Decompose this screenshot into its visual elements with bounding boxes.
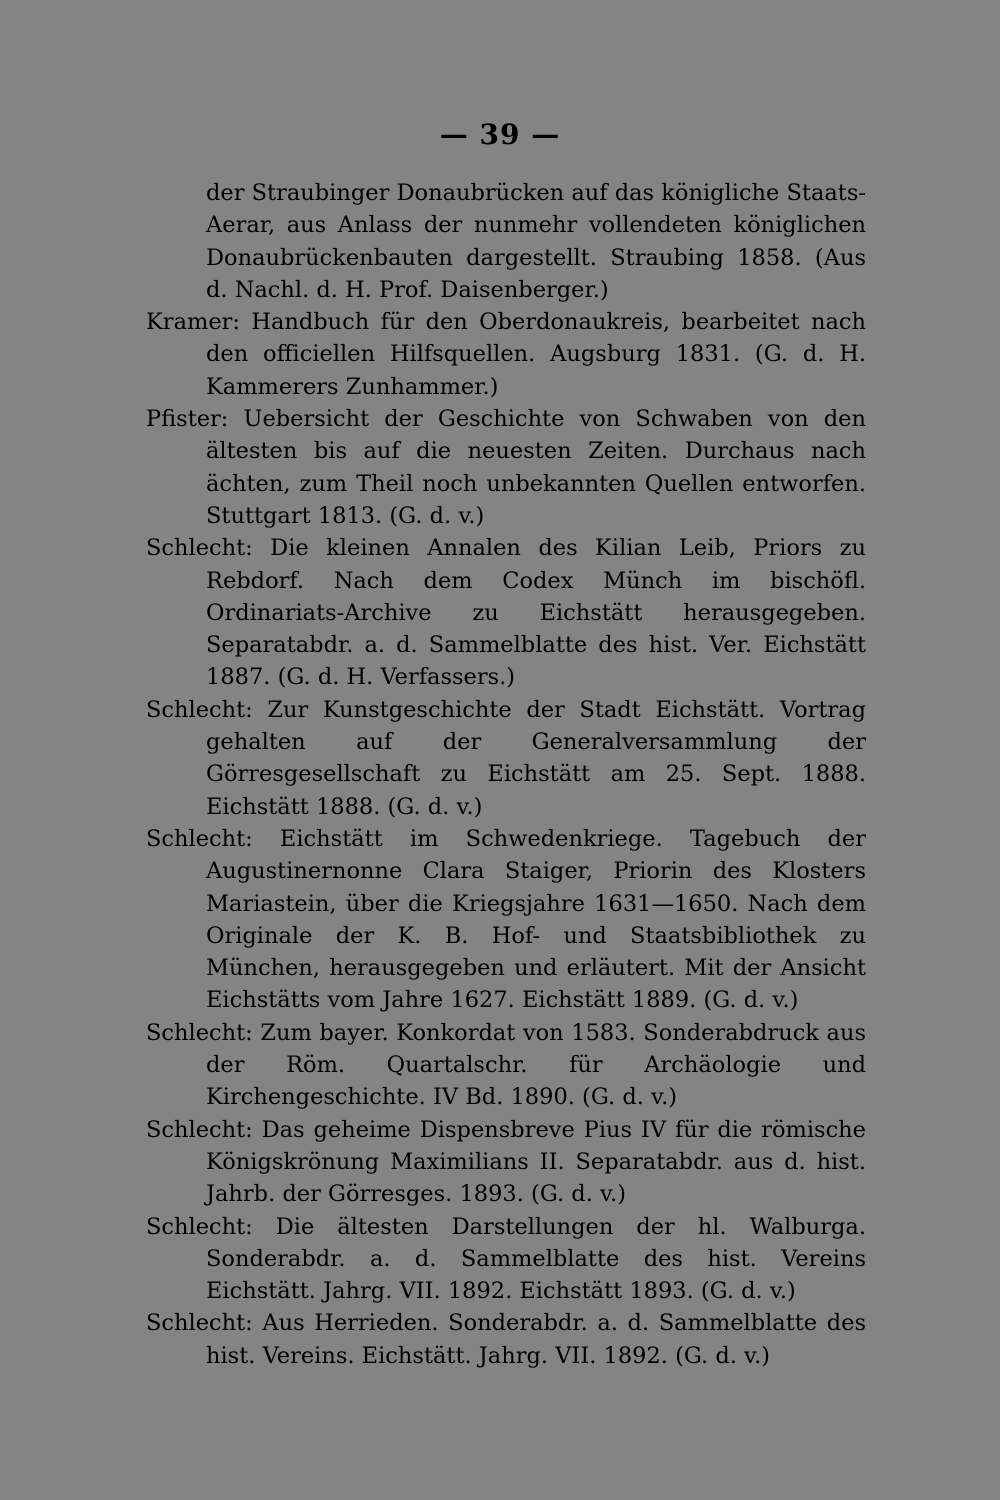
bibliography-entry: Schlecht: Aus Herrieden. Sonderabdr. a. d. Sammelblatte des hist. Vereins. Eichstätt. Jahrg. VII. 1892. (G. d. v.): [146, 1310, 866, 1369]
bibliography-entry: Schlecht: Zur Kunstgeschichte der Stadt Eichstätt. Vortrag gehalten auf der Generalversammlung der Görresgesellschaft zu Eichstätt am 25. Sept. 1888. Eichstätt 1888. (G. d. v.): [146, 696, 866, 820]
bibliography-entry: Schlecht: Eichstätt im Schwedenkriege. Tagebuch der Augustinernonne Clara Staiger, Priorin des Klosters Mariastein, über die Kriegsjahre 1631—1650. Nach dem Originale der K. B. Hof- und Staatsbibliothek zu München, herausgegeben und erläutert. Mit der Ansicht Eichstätts vom Jahre 1627. Eichstätt 1889. (G. d. v.): [146, 825, 866, 1014]
bibliography-entry: Schlecht: Das geheime Dispensbreve Pius IV für die römische Königskrönung Maximilians II. Separatabdr. aus d. hist. Jahrb. der Görresges. 1893. (G. d. v.): [146, 1116, 866, 1208]
bibliography-entry: Kramer: Handbuch für den Oberdonaukreis, bearbeitet nach den officiellen Hilfsquellen. Augsburg 1831. (G. d. H. Kammerers Zunhammer.): [146, 309, 866, 400]
bibliography-entry: Schlecht: Die ältesten Darstellungen der hl. Walburga. Sonderabdr. a. d. Sammelblatte des hist. Vereins Eichstätt. Jahrg. VII. 1892. Eichstätt 1893. (G. d. v.): [146, 1213, 866, 1305]
bibliography-entry: Schlecht: Die kleinen Annalen des Kilian Leib, Priors zu Rebdorf. Nach dem Codex Münch im bischöfl. Ordinariats-Archive zu Eichstätt herausgegeben. Separatabdr. a. d. Sammelblatte des hist. Ver. Eichstätt 1887. (G. d. H. Verfassers.): [146, 535, 866, 691]
bibliography-entry: der Straubinger Donaubrücken auf das königliche Staats-Aerar, aus Anlass der nunmehr vollendeten königlichen Donaubrückenbauten dargestellt. Straubing 1858. (Aus d. Nachl. d. H. Prof. Daisenberger.): [206, 180, 866, 303]
bibliography-entry: Pfister: Uebersicht der Geschichte von Schwaben von den ältesten bis auf die neuesten Zeiten. Durchaus nach ächten, zum Theil noch unbekannten Quellen entworfen. Stuttgart 1813. (G. d. v.): [146, 406, 866, 529]
page-number: — 39 —: [439, 118, 561, 151]
bibliography-entry: Schlecht: Zum bayer. Konkordat von 1583. Sonderabdruck aus der Röm. Quartalschr. für Archäologie und Kirchengeschichte. IV Bd. 1890. (G. d. v.): [146, 1019, 866, 1111]
bibliography-list: [146, 177, 866, 1372]
